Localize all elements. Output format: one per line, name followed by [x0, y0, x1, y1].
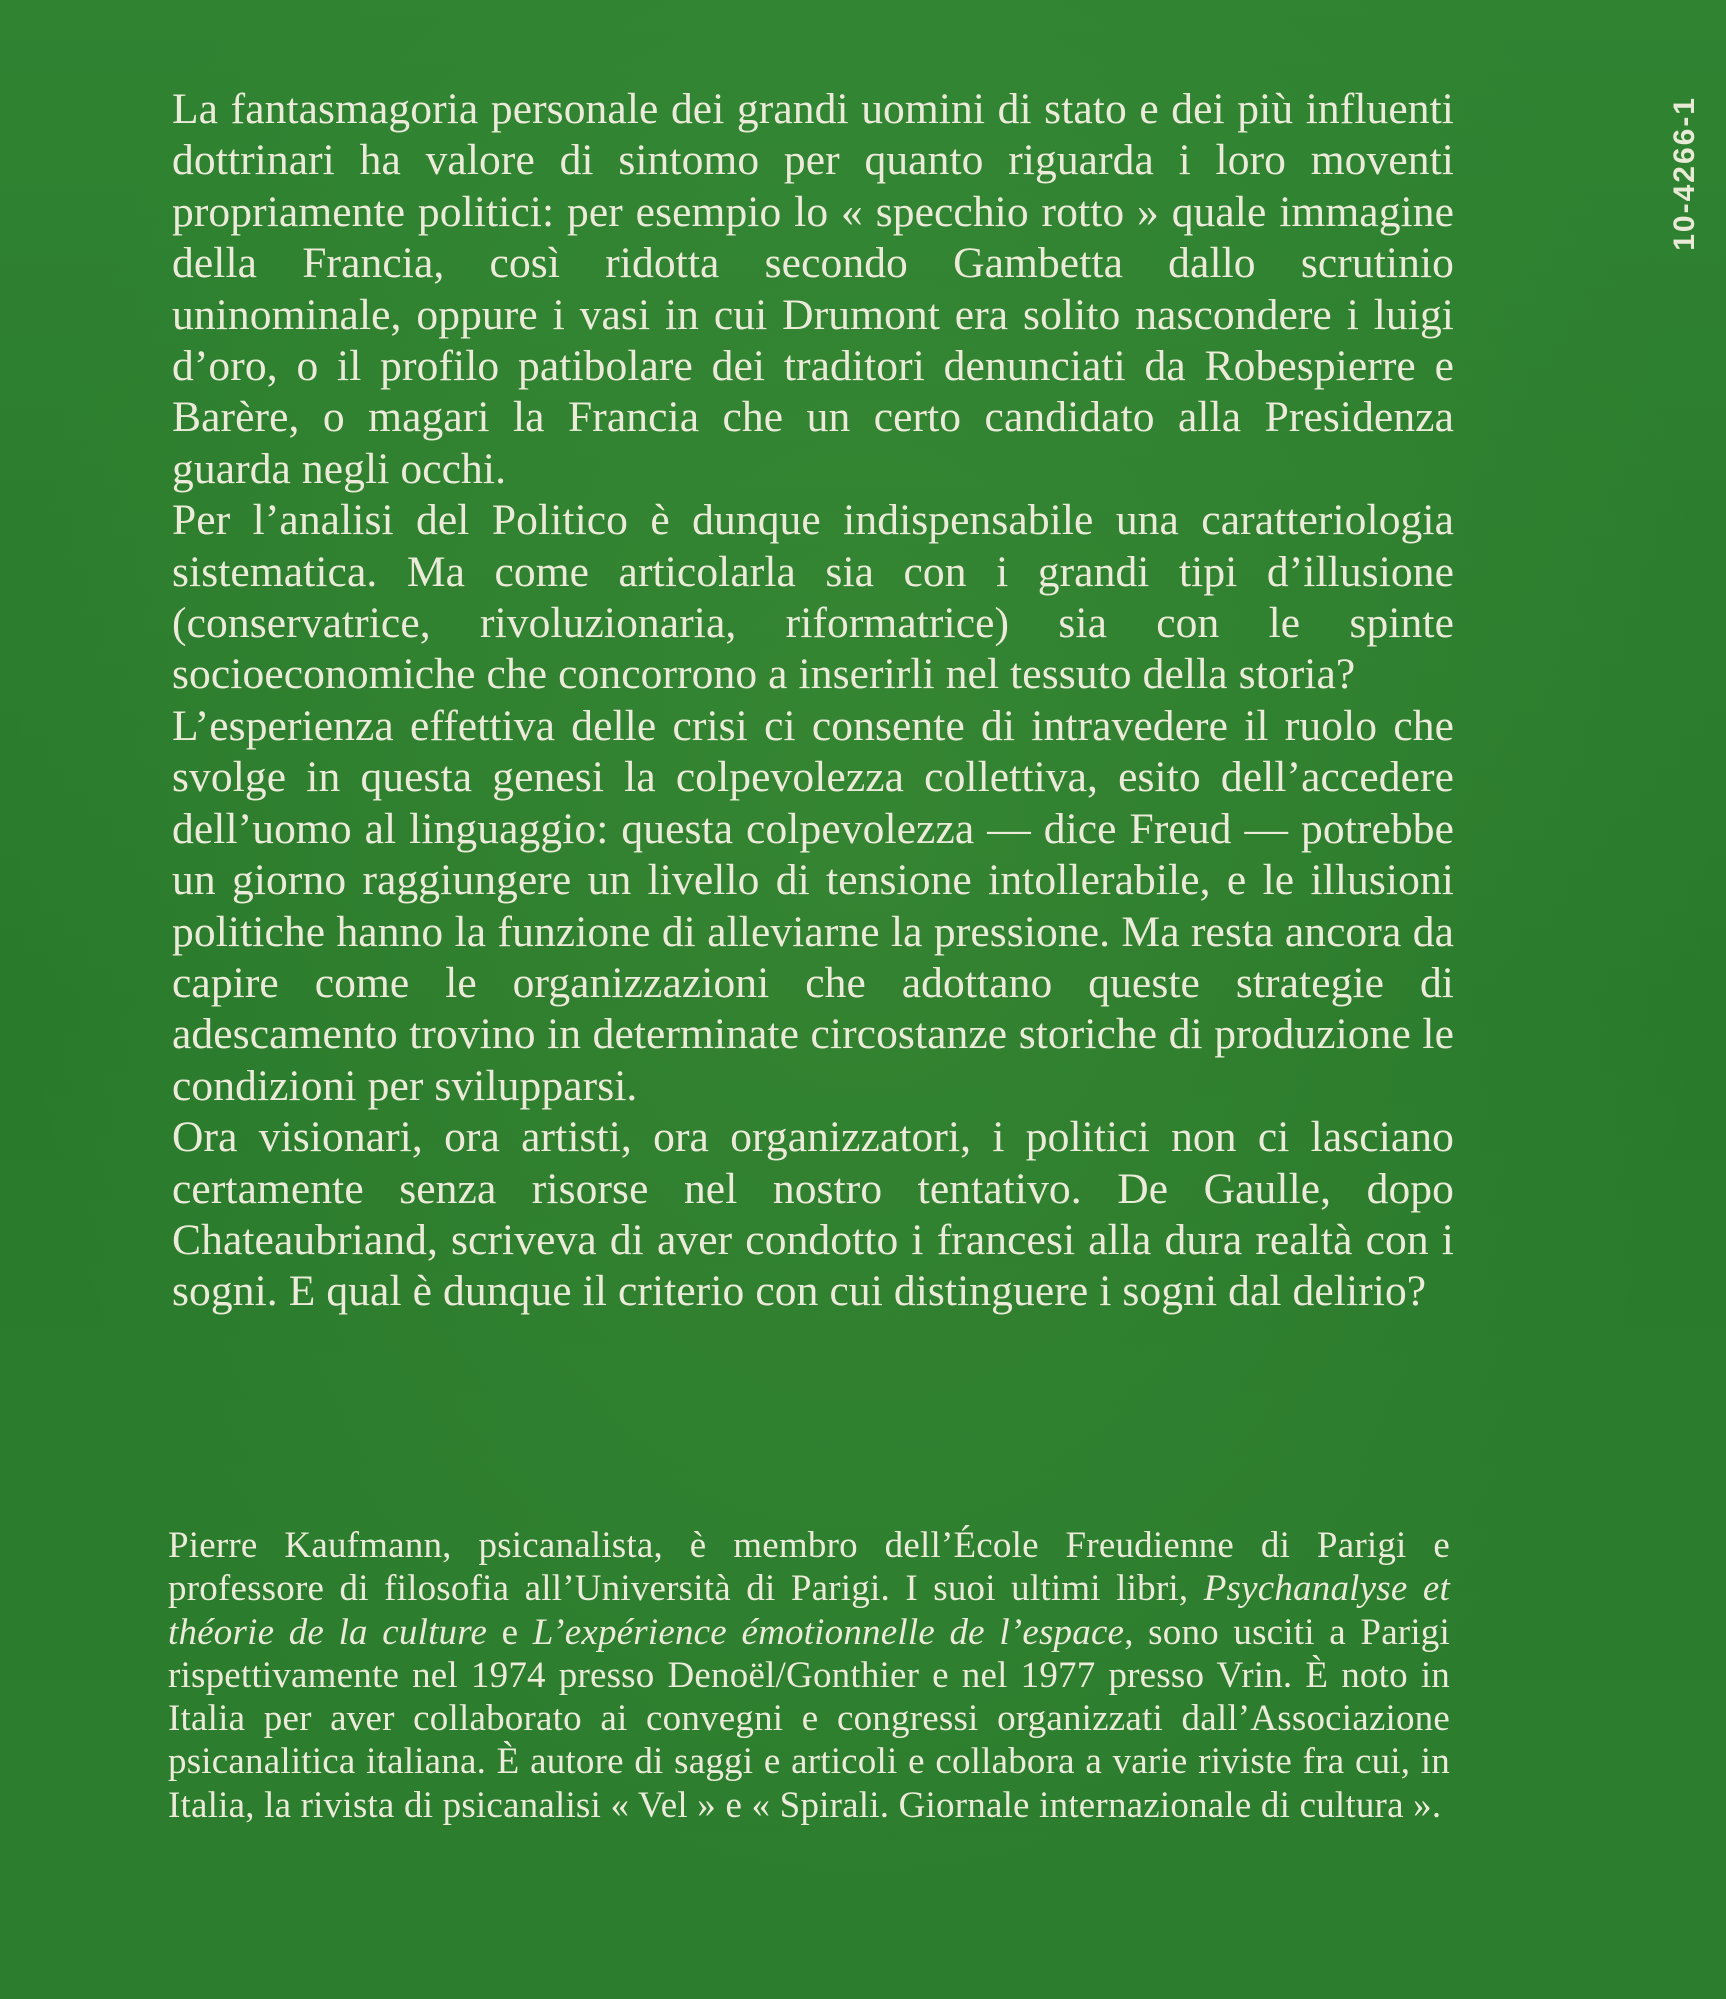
blurb-paragraph-2: Per l’analisi del Politico è dunque indispensabile una caratteriologia sistematica. Ma come articolarla sia con i grandi tipi d’illusione (conservatrice, rivoluzionaria, riformatrice) sia con le spinte socioeconomiche che concorrono a inserirli nel tessuto della storia?	[172, 496, 1454, 699]
bio-intro: Pierre Kaufmann, psicanalista, è membro dell’École Freudienne di Parigi e professore di filosofia all’Università di Parigi. I suoi ultimi libri,	[168, 1525, 1450, 1610]
bio-conjunction: e	[487, 1611, 533, 1653]
blurb-paragraph-3: L’esperienza effettiva delle crisi ci consente di intravedere il ruolo che svolge in questa genesi la colpevolezza collettiva, esito dell’accedere dell’uomo al linguaggio: questa colpevolezza — dice Freud — potrebbe un giorno raggiungere un livello di tensione intollerabile, e le illusioni politiche hanno la funzione di alleviarne la pressione. Ma resta ancora da capire come le organizzazioni che adottano queste strategie di adescamento trovino in determinate circostanze storiche di produzione le condizioni per svilupparsi.	[172, 701, 1454, 1110]
blurb-text	[172, 84, 1454, 1318]
author-bio	[168, 1524, 1450, 1827]
book-title-1: Psychanalyse et théorie de la culture	[168, 1568, 1450, 1653]
blurb-paragraph-1: La fantasmagoria personale dei grandi uomini di stato e dei più influenti dottrinari ha valore di sintomo per quanto riguarda i loro moventi propriamente politici: per esempio lo « specchio rotto » quale immagine della Francia, così ridotta secondo Gambetta dallo scrutinio uninominale, oppure i vasi in cui Drumont era solito nascondere i luigi d’oro, o il profilo patibolare dei traditori denunciati da Robespierre e Barère, o magari la Francia che un certo candidato alla Presidenza guarda negli occhi.	[172, 85, 1454, 493]
author-bio-paragraph	[168, 1524, 1450, 1827]
catalog-code: 10-4266-1	[1668, 96, 1701, 251]
blurb-paragraph-4: Ora visionari, ora artisti, ora organizzatori, i politici non ci lasciano certamente senza risorse nel nostro tentativo. De Gaulle, dopo Chateaubriand, scriveva di aver condotto i francesi alla dura realtà con i sogni. E qual è dunque il criterio con cui distinguere i sogni dal delirio?	[172, 1113, 1454, 1316]
book-title-2: L’expérience émotionnelle de l’espace	[532, 1611, 1125, 1653]
bio-rest: , sono usciti a Parigi rispettivamente nel 1974 presso Denoël/Gonthier e nel 1977 presso Vrin. È noto in Italia per aver collaborato ai convegni e congressi organizzati dall’Associazione psicanalitica italiana. È autore di saggi e articoli e collabora a varie riviste fra cui, in Italia, la rivista di psicanalisi « Vel » e « Spirali. Giornale internazionale di cultura ».	[168, 1611, 1450, 1826]
